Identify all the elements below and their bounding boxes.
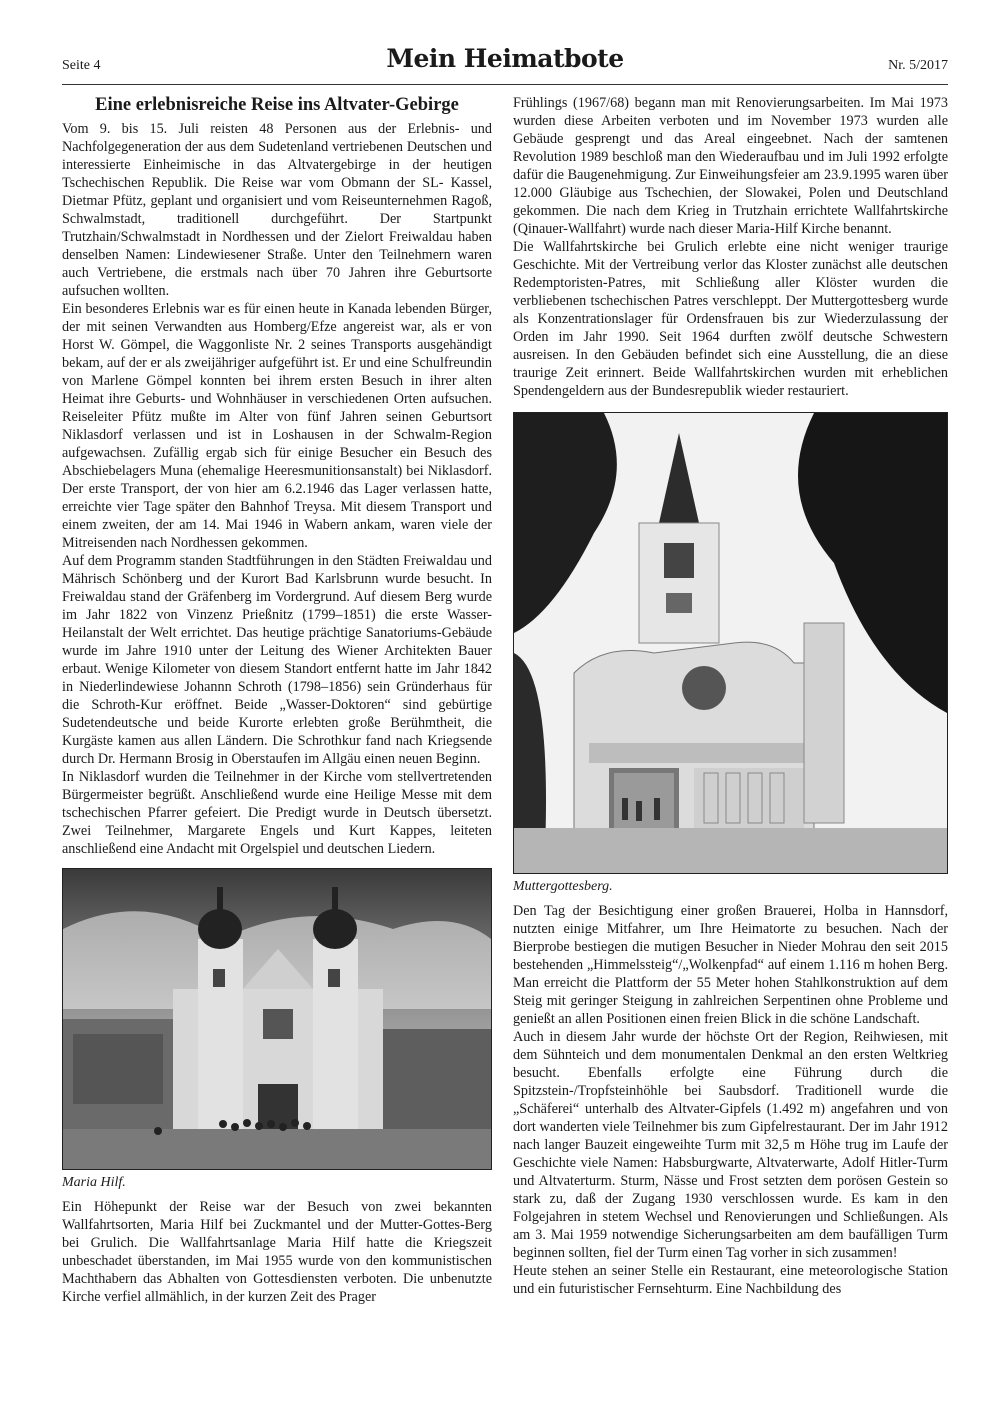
church-photo-illustration — [63, 869, 491, 1169]
paragraph: Den Tag der Besichtigung einer großen Brauerei, Holba in Hannsdorf, nutzten einige Mitfahrer, um Ihre Heimatorte zu besuchen. Nach der Bierprobe bestiegen die mutigen Besucher in Nieder Mohrau den seit 2015 bestehenden „Himmelssteig“/„Wolkenpfad“ auf einem 1.116 m hohen Berg. Man erreicht die Plattform der 55 Meter hohen Stahlkonstruktion auf dem Steig mit geringer Steigung in zahlreichen Serpentinen ohne Probleme und genießt an allen Positionen einen freien Blick in die schöne Landschaft. — [513, 903, 948, 1027]
page-header — [62, 44, 948, 85]
paragraph: Heute stehen an seiner Stelle ein Restaurant, eine meteorologische Station und ein futuristischer Fernsehturm. Eine Nachbildung des — [513, 1263, 948, 1297]
paragraph: Ein Höhepunkt der Reise war der Besuch von zwei bekannten Wallfahrtsorten, Maria Hilf bei Zuckmantel und der Mutter-Gottes-Berg bei Grulich. Die Wallfahrtsanlage Maria Hilf hatte die Kriegszeit unbeschadet überstanden, im Mai 1955 wurde von den kommunistischen Machthabern das Abhalten von Gottesdiensten verboten. Die unbenutzte Kirche verfiel allmählich, in der kurzen Zeit des Prager — [62, 1199, 492, 1305]
photo-caption-maria-hilf: Maria Hilf. — [62, 1175, 126, 1190]
paragraph: Die Wallfahrtskirche bei Grulich erlebte eine nicht weniger traurige Geschichte. Mit der Vertreibung verlor das Kloster zunächst alle deutschen Redemptoristen-Patres, mit Schließung aller Klöster wurden die verbliebenen tschechischen Patres verschleppt. Der Muttergottesberg wurde als Konzentrationslager für Ordensfrauen bis zur Wiederzulassung der Orden im Jahr 1990. Seit 1964 durften zwölf deutsche Schwestern ausreisen. In den Gebäuden befindet sich eine Ausstellung, die an diese traurige Zeit erinnert. Beide Wallfahrtskirchen wurden mit erheblichen Spendengeldern aus der Bundesrepublik wieder restauriert. — [513, 239, 948, 399]
paragraph: In Niklasdorf wurden die Teilnehmer in der Kirche vom stellvertretenden Bürgermeister begrüßt. Anschließend wurde eine Heilige Messe mit dem tschechischen Pfarrer gefeiert. Die Predigt wurde in Deutsch übersetzt. Zwei Teilnehmer, Margarete Engels und Kurt Kappes, leiteten anschließend eine Andacht mit Orgelspiel und deutschen Liedern. — [62, 769, 492, 857]
left-column — [62, 94, 492, 1306]
paragraph: Auf dem Programm standen Stadtführungen in den Städten Freiwaldau und Mährisch Schönberg und der Kurort Bad Karlsbrunn wurde besucht. In Freiwaldau stand der Gräfenberg im Vordergrund. Auf diesem Berg wurde im Jahr 1822 von Vinzenz Prießnitz (1799–1851) die erste Wasser-Heilanstalt der Welt errichtet. Das heutige prächtige Sanatoriums-Gebäude wurde im Jahre 1910 unter der Leitung des Wiener Architekten Bauer erbaut. Wenige Kilometer von diesem Standort entfernt hatte im Jahr 1842 in Niederlindewiese Johannn Schroth (1798–1856) sein Gründerhaus für die Schroth-Kur eröffnet. Beide „Wasser-Doktoren“ sind gebürtige Sudetendeutsche und beide Kurorte erlebten große Berühmtheit, die Kurgäste kamen aus allen Ländern. Die Schrothkur fand nach Kriegsende durch Dr. Hermann Brosig in Oberstaufen im Allgäu einen neuen Beginn. — [62, 553, 492, 767]
paragraph: Ein besonderes Erlebnis war es für einen heute in Kanada lebenden Bürger, der mit seinen Verwandten aus Homberg/Efze angereist war, als er von Horst W. Gömpel, die Waggonliste Nr. 2 seines Transports ausgehändigt bekam, auf der er als zweijähriger aufgeführt ist. Er und eine Schulfreundin von Marlene Gömpel konnten bei ihrem ersten Besuch in ihrer alten Heimat ihre Geburts- und Wohnhäuser in verschiedenen Orten aufsuchen. Reiseleiter Pfütz mußte im Alter von fünf Jahren seinen Geburtsort Niklasdorf verlassen und ist in Loshausen in der Schwalm-Region aufgewachsen. Zufällig ergab sich für einige Besucher ein Besuch des Abschiebelagers Muna (ehemalige Heeresmunitionsanstalt) bei Niklasdorf. Der erste Transport, der von hier am 6.2.1946 das Lager verlassen hatte, erreichte vier Tage später den Bahnhof Treysa. Mit diesem Transport und einem zweiten, der am 14. Mai 1946 in Wabern ankam, waren viele der Mitreisenden nach Nordhessen gekommen. — [62, 301, 492, 551]
chapel-photo-illustration — [514, 413, 947, 873]
page-number: Seite 4 — [62, 58, 101, 73]
paragraph: Frühlings (1967/68) begann man mit Renovierungsarbeiten. Im Mai 1973 wurden diese Arbeiten verboten und im November 1973 wurden alle Gebäude gesprengt und das Areal eingeebnet. Nach der samtenen Revolution 1989 beschloß man den Wiederaufbau und im Juli 1992 erfolgte dafür die Baugenehmigung. Zur Einweihungsfeier am 23.9.1995 waren über 12.000 Gläubige aus Tschechien, der Slowakei, Polen und Deutschland gekommen. Die nach dem Krieg in Trutzhain errichtete Wallfahrtskirche (Qinauer-Wallfahrt) wurde nach dieser Maria-Hilf Kirche benannt. — [513, 95, 948, 237]
photo-muttergottesberg — [513, 412, 948, 874]
photo-caption-muttergottesberg: Muttergottesberg. — [513, 879, 613, 894]
article-title: Eine erlebnisreiche Reise ins Altvater-Gebirge — [95, 95, 459, 115]
photo-maria-hilf — [62, 868, 492, 1170]
issue-number: Nr. 5/2017 — [888, 58, 948, 73]
paragraph: Vom 9. bis 15. Juli reisten 48 Personen aus der Erlebnis- und Nachfolgegeneration der aus dem Sudetenland vertriebenen Deutschen und interessierte Einheimische in das Altvatergebirge in der heutigen Tschechischen Republik. Die Reise war vom Obmann der SL- Kassel, Dietmar Pfütz, geplant und organisiert und vom Reiseunternehmen Ragoß, Schwalmstadt, traditionell durchgeführt. Der Startpunkt Trutzhain/Schwalmstadt in Nordhessen und der Zielort Freiwaldau haben denselben Namen: Lindewiesener Straße. Unter den Teilnehmern waren auch Vertriebene, die erstmals nach über 70 Jahren ihre Geburtsorte aufsuchen wollten. — [62, 121, 492, 299]
right-column — [513, 94, 948, 1298]
newspaper-masthead: Mein Heimatbote — [386, 44, 624, 73]
paragraph: Auch in diesem Jahr wurde der höchste Ort der Region, Reihwiesen, mit dem Sühnteich und dem monumentalen Denkmal an den ersten Weltkrieg besucht. Ebenfalls erfolgte eine Führung durch die Spitzstein-/Tropfsteinhöhle bei Saubsdorf. Traditionell wurde die „Schäferei“ unterhalb des Altvater-Gipfels (1.492 m) angefahren und von dort wanderten viele Teilnehmer bis zum Gipfelrestaurant. Der im Jahr 1912 nach langer Bauzeit eingeweihte Turm mit 32,5 m Höhe trug im Laufe der Geschichte viele Namen: Habsburgwarte, Altvaterwarte, Adolf Hitler-Turm und Altvaterturm. Sturm, Nässe und Frost setzten dem porösen Gestein so stark zu, daß der Zugang 1930 verschlossen wurde. Es kam in den Folgejahren in stetem Wechsel und Renovierungen und Schließungen. Als am 3. Mai 1959 notwendige Sicherungsarbeiten am dem baufälligen Turm beginnen sollten, fiel der Turm einen Tag vorher in sich zusammen! — [513, 1029, 948, 1261]
